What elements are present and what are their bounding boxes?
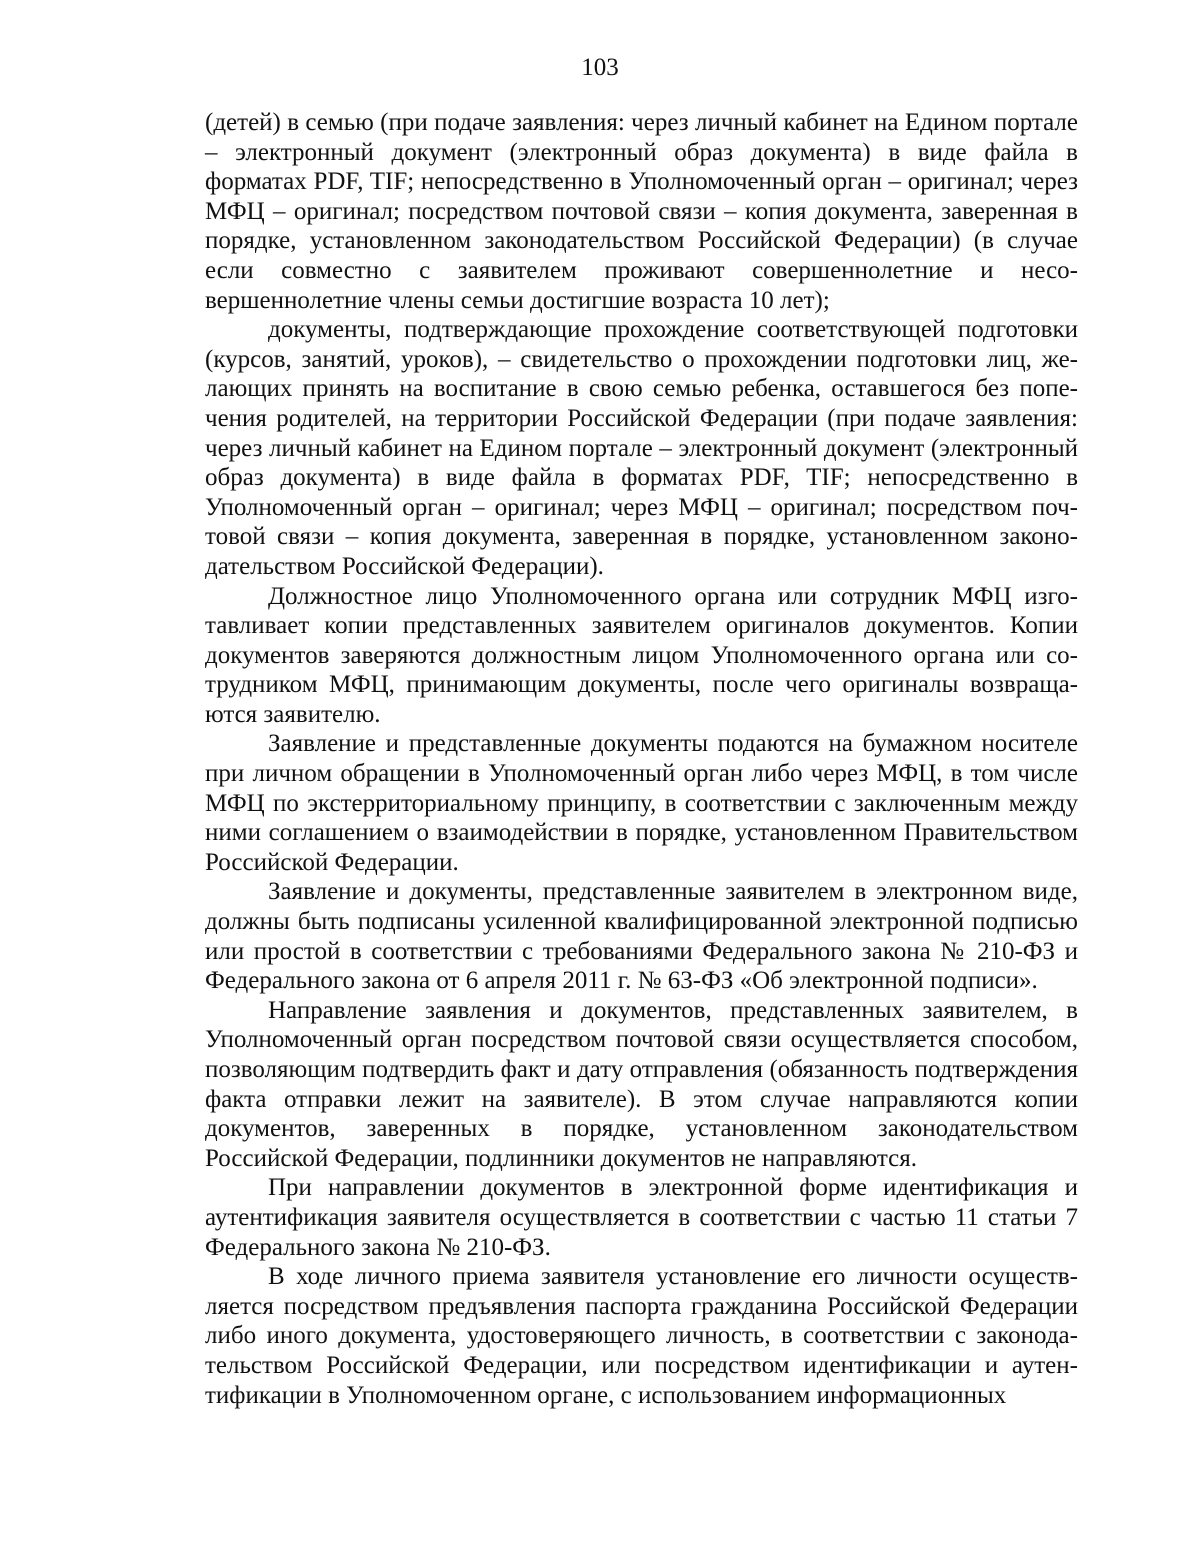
page-number: 103 <box>581 54 619 81</box>
paragraph-paper-submission: Заявление и представленные документы подаются на бумажном носителе при личном обращении в Уполномоченный орган либо через МФЦ, в том числе МФЦ по экстерриториальному принципу, в соответствии с заключенным между ними соглашением о взаимодействии в порядке, установленном Правительством Российской Федерации. <box>205 730 1078 876</box>
document-body <box>205 108 1078 1410</box>
paragraph-copies-certification: Должностное лицо Уполномоченного органа или сотрудник МФЦ изготавливает копии представленных заявителем оригиналов документов. Копии документов заверяются должностным лицом Уполномоченного органа или сотрудником МФЦ, принимающим документы, после чего оригиналы возвращаются заявителю. <box>205 582 1078 728</box>
paragraph-electronic-signature: Заявление и документы, представленные заявителем в электронном виде, должны быть подписаны усиленной квалифицированной электронной подписью или простой в соответствии с требованиями Федерального закона № 210-ФЗ и Федерального закона от 6 апреля 2011 г. № 63-ФЗ «Об электронной подписи». <box>205 878 1078 995</box>
paragraph-personal-reception: В ходе личного приема заявителя установление его личности осуществляется посредством предъявления паспорта гражданина Российской Федерации либо иного документа, удостоверяющего личность, в соответствии с законодательством Российской Федерации, или посредством идентификации и аутентификации в Уполномоченном органе, с использованием информационных <box>205 1263 1078 1409</box>
paragraph-training-documents: документы, подтверждающие прохождение соответствующей подготовки (курсов, занятий, уроков), – свидетельство о прохождении подготовки лиц, желающих принять на воспитание в свою семью ребенка, оставшегося без попечения родителей, на территории Российской Федерации (при подаче заявления: через личный кабинет на Едином портале – электронный документ (электронный образ документа) в виде файла в форматах PDF, TIF; непосредственно в Уполномоченный орган – оригинал; через МФЦ – оригинал; посредством почтовой связи – копия документа, заверенная в порядке, установленном законодательством Российской Федерации). <box>205 316 1078 580</box>
paragraph-electronic-identification: При направлении документов в электронной форме идентификация и аутентификация заявителя осуществляется в соответствии с частью 11 статьи 7 Федерального закона № 210-ФЗ. <box>205 1174 1078 1261</box>
paragraph-children-in-family: (детей) в семью (при подаче заявления: через личный кабинет на Едином портале – электронный документ (электронный образ документа) в виде файла в форматах PDF, TIF; непосредственно в Уполномоченный орган – оригинал; через МФЦ – оригинал; посредством почтовой связи – копия документа, заверенная в порядке, установленном законодательством Российской Федерации) (в случае если совместно с заявителем проживают совершеннолетние и несовершеннолетние члены семьи достигшие возраста 10 лет); <box>205 109 1078 314</box>
paragraph-postal-submission: Направление заявления и документов, представленных заявителем, в Уполномоченный орган посредством почтовой связи осуществляется способом, позволяющим подтвердить факт и дату отправления (обязанность подтверждения факта отправки лежит на заявителе). В этом случае направляются копии документов, заверенных в порядке, установленном законодательством Российской Федерации, подлинники документов не направляются. <box>205 996 1078 1172</box>
